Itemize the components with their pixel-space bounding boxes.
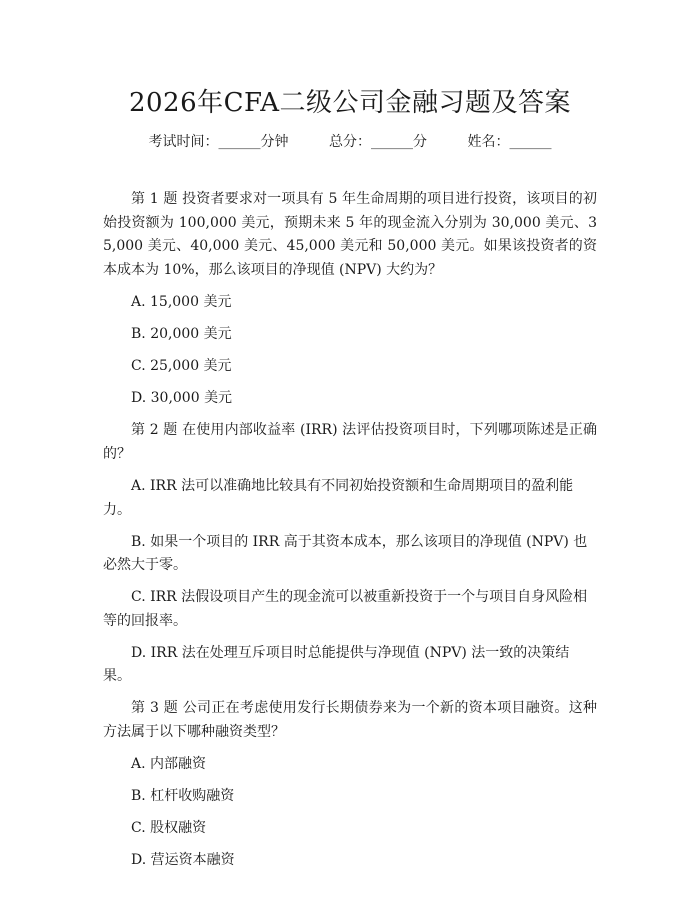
question-3: 第 3 题 公司正在考虑使用发行长期债券来为一个新的资本项目融资。这种方法属于以下哪种融资类型？ (103, 700, 597, 740)
question-1-option-b: B. 20,000 美元 (131, 326, 232, 342)
question-1-option-d: D. 30,000 美元 (131, 390, 233, 406)
question-2-option-a: A. IRR 法可以准确地比较具有不同初始投资额和生命周期项目的盈利能力。 (103, 478, 574, 518)
question-2-option-c: C. IRR 法假设项目产生的现金流可以被重新投资于一个与项目自身风险相等的回报率。 (103, 589, 588, 629)
question-2: 第 2 题 在使用内部收益率 (IRR) 法评估投资项目时，下列哪项陈述是正确的？ (103, 422, 597, 462)
student-name: 姓名：______ (467, 134, 552, 150)
question-3-option-c: C. 股权融资 (131, 820, 207, 836)
exam-time: 考试时间：______分钟 (148, 134, 289, 150)
question-1-option-a: A. 15,000 美元 (131, 294, 232, 310)
exam-meta (0, 131, 700, 151)
question-2-option-d: D. IRR 法在处理互斥项目时总能提供与净现值 (NPV) 法一致的决策结果。 (103, 644, 570, 684)
question-list (103, 188, 597, 881)
exam-score: 总分：______分 (329, 134, 427, 150)
question-1: 第 1 题 投资者要求对一项具有 5 年生命周期的项目进行投资，该项目的初始投资额为 100,000 美元，预期未来 5 年的现金流入分别为 30,000 美元、35,000 美元、40,000 美元、45,000 美元和 50,000 美元。如果该投资者的资本成本为 10%，那么该项目的净现值 (NPV) 大约为？ (103, 191, 597, 278)
question-2-option-b: B. 如果一个项目的 IRR 高于其资本成本，那么该项目的净现值 (NPV) 也必然大于零。 (103, 533, 588, 573)
page-title: 2026年CFA二级公司金融习题及答案 (128, 88, 572, 118)
question-3-option-a: A. 内部融资 (131, 756, 207, 772)
question-1-option-c: C. 25,000 美元 (131, 358, 232, 374)
question-3-option-b: B. 杠杆收购融资 (131, 788, 235, 804)
question-3-option-d: D. 营运资本融资 (131, 852, 235, 868)
